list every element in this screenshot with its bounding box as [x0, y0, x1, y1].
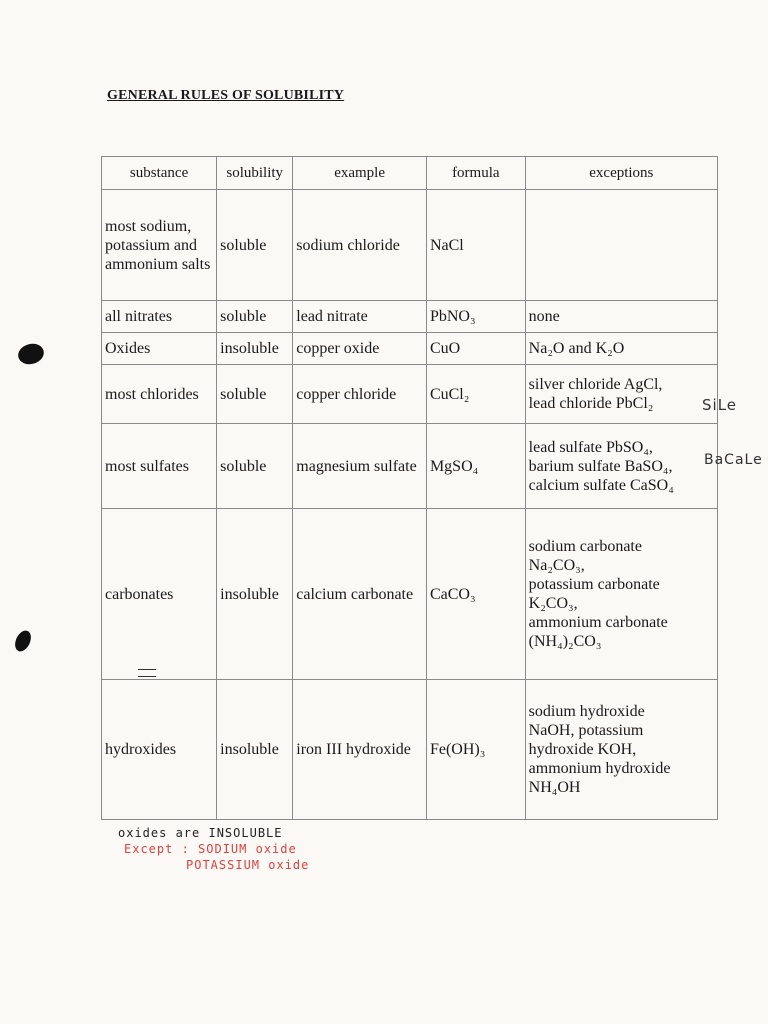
- cell-formula: CaCO₃: [426, 509, 525, 680]
- cell-solubility: soluble: [217, 190, 293, 301]
- cell-example: sodium chloride: [293, 190, 427, 301]
- header-formula: formula: [426, 157, 525, 190]
- handwritten-note-except: Except : SODIUM oxide: [124, 842, 297, 856]
- exception-line: sodium hydroxide: [528, 703, 645, 720]
- cell-exceptions: [525, 333, 717, 365]
- cell-formula: CuCl₂: [426, 365, 525, 424]
- cell-example: copper oxide: [293, 333, 427, 365]
- equals-mark: [138, 669, 156, 677]
- cell-substance: most sulfates: [102, 424, 217, 509]
- ink-blot: [12, 628, 34, 654]
- exception-line: NaOH, potassium: [528, 722, 644, 739]
- cell-formula: NaCl: [426, 190, 525, 301]
- header-solubility: solubility: [217, 157, 293, 190]
- exception-line: Na₂CO₃,: [528, 557, 585, 574]
- cell-exceptions: [525, 424, 717, 509]
- cell-solubility: insoluble: [217, 333, 293, 365]
- table-row: [102, 680, 718, 820]
- handwritten-note-potassium: POTASSIUM oxide: [186, 858, 310, 872]
- handwritten-note-oxides: oxides are INSOLUBLE: [118, 826, 283, 840]
- ink-blot: [16, 341, 46, 367]
- margin-note-chlorides: SiLe: [702, 396, 738, 414]
- cell-substance: most chlorides: [102, 365, 217, 424]
- table-row: [102, 509, 718, 680]
- cell-exceptions: [525, 301, 717, 333]
- exception-line: lead chloride PbCl₂: [528, 395, 654, 412]
- cell-solubility: soluble: [217, 424, 293, 509]
- header-exceptions: exceptions: [525, 157, 717, 190]
- cell-solubility: insoluble: [217, 680, 293, 820]
- exception-line: (NH₄)₂CO₃: [528, 633, 602, 650]
- cell-formula: Fe(OH)₃: [426, 680, 525, 820]
- cell-exceptions: [525, 190, 717, 301]
- exception-line: none: [528, 308, 560, 325]
- exception-line: ammonium carbonate: [528, 614, 668, 631]
- exception-line: sodium carbonate: [528, 538, 642, 555]
- cell-formula: MgSO₄: [426, 424, 525, 509]
- solubility-table: [101, 156, 718, 820]
- exception-line: NH₄OH: [528, 779, 581, 796]
- cell-exceptions: [525, 509, 717, 680]
- cell-substance: hydroxides: [102, 680, 217, 820]
- cell-solubility: insoluble: [217, 509, 293, 680]
- table-header-row: [102, 157, 718, 190]
- cell-exceptions: [525, 680, 717, 820]
- header-example: example: [293, 157, 427, 190]
- exception-line: calcium sulfate CaSO₄: [528, 476, 674, 494]
- table-row: [102, 190, 718, 301]
- cell-example: magnesium sulfate: [293, 424, 427, 509]
- cell-example: calcium carbonate: [293, 509, 427, 680]
- header-substance: substance: [102, 157, 217, 190]
- cell-example: iron III hydroxide: [293, 680, 427, 820]
- cell-solubility: soluble: [217, 301, 293, 333]
- margin-note-sulfates: BaCaLe: [704, 452, 763, 468]
- exception-line: Na₂O and K₂O: [528, 340, 625, 357]
- cell-substance: all nitrates: [102, 301, 217, 333]
- exception-line: ammonium hydroxide: [528, 760, 671, 777]
- cell-exceptions: [525, 365, 717, 424]
- table-row: [102, 301, 718, 333]
- table-row: [102, 365, 718, 424]
- table-row: [102, 424, 718, 509]
- exception-line: silver chloride AgCl,: [528, 376, 663, 393]
- cell-solubility: soluble: [217, 365, 293, 424]
- page-title: GENERAL RULES OF SOLUBILITY: [107, 88, 345, 103]
- exception-line: lead sulfate PbSO₄,: [528, 438, 653, 456]
- cell-formula: CuO: [426, 333, 525, 365]
- exception-line: potassium carbonate: [528, 576, 660, 593]
- cell-formula: PbNO₃: [426, 301, 525, 333]
- exception-line: K₂CO₃,: [528, 595, 578, 612]
- cell-example: lead nitrate: [293, 301, 427, 333]
- exception-line: hydroxide KOH,: [528, 741, 637, 758]
- cell-example: copper chloride: [293, 365, 427, 424]
- cell-substance: carbonates: [102, 509, 217, 680]
- cell-substance: most sodium, potassium and ammonium salts: [102, 190, 217, 301]
- table-row: [102, 333, 718, 365]
- cell-substance: Oxides: [102, 333, 217, 365]
- exception-line: barium sulfate BaSO₄,: [528, 457, 673, 475]
